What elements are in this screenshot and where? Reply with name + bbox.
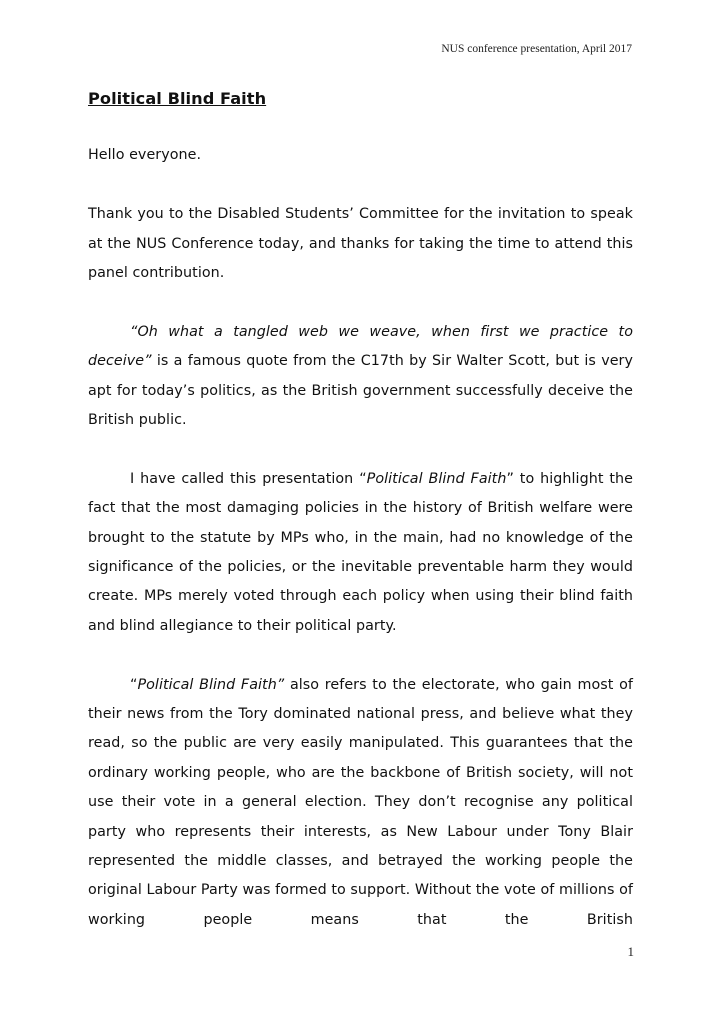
thanks-paragraph: Thank you to the Disabled Students’ Committee for the invitation to speak at the NUS Conference today, and thanks for taking the time to attend this panel contribution. [88, 206, 633, 281]
presentation-title-emphasis: Political Blind Faith [366, 470, 507, 487]
document-title: Political Blind Faith [88, 89, 267, 108]
presentation-paragraph-start: I have called this presentation “ [130, 470, 367, 487]
presentation-paragraph [88, 465, 633, 641]
header-note: NUS conference presentation, April 2017 [441, 43, 632, 55]
quote-paragraph-rest: is a famous quote from the C17th by Sir Walter Scott, but is very apt for today’s politics, as the British government successfully deceive the British public. [88, 353, 633, 429]
electorate-paragraph-rest: also refers to the electorate, who gain most of their news from the Tory dominated national press, and believe what they read, so the public are very easily manipulated. This guarantees that the ordinary working people, who are the backbone of British society, will not use their vote in a general election. They don’t recognise any political party who represents their interests, as New Labour under Tony Blair represented the middle classes, and betrayed the working people the original Labour Party was formed to support. Without the vote of millions of working people means that the British [88, 676, 633, 928]
quote-text: “Oh what a tangled web we weave, when first we practice to deceive” [88, 323, 633, 370]
document-body [88, 86, 633, 935]
greeting-paragraph: Hello everyone. [88, 147, 202, 164]
presentation-paragraph-rest: ” to highlight the fact that the most damaging policies in the history of British welfare were brought to the statute by MPs who, in the main, had no knowledge of the significance of the policies, or the inevitable preventable harm they would create. MPs merely voted through each policy when using their blind faith and blind allegiance to their political party. [88, 470, 633, 634]
page-number: 1 [627, 944, 634, 959]
electorate-title-emphasis: Political Blind Faith” [137, 676, 285, 693]
quote-paragraph [88, 318, 633, 436]
electorate-paragraph [88, 671, 633, 936]
electorate-paragraph-start: “ [130, 676, 138, 693]
